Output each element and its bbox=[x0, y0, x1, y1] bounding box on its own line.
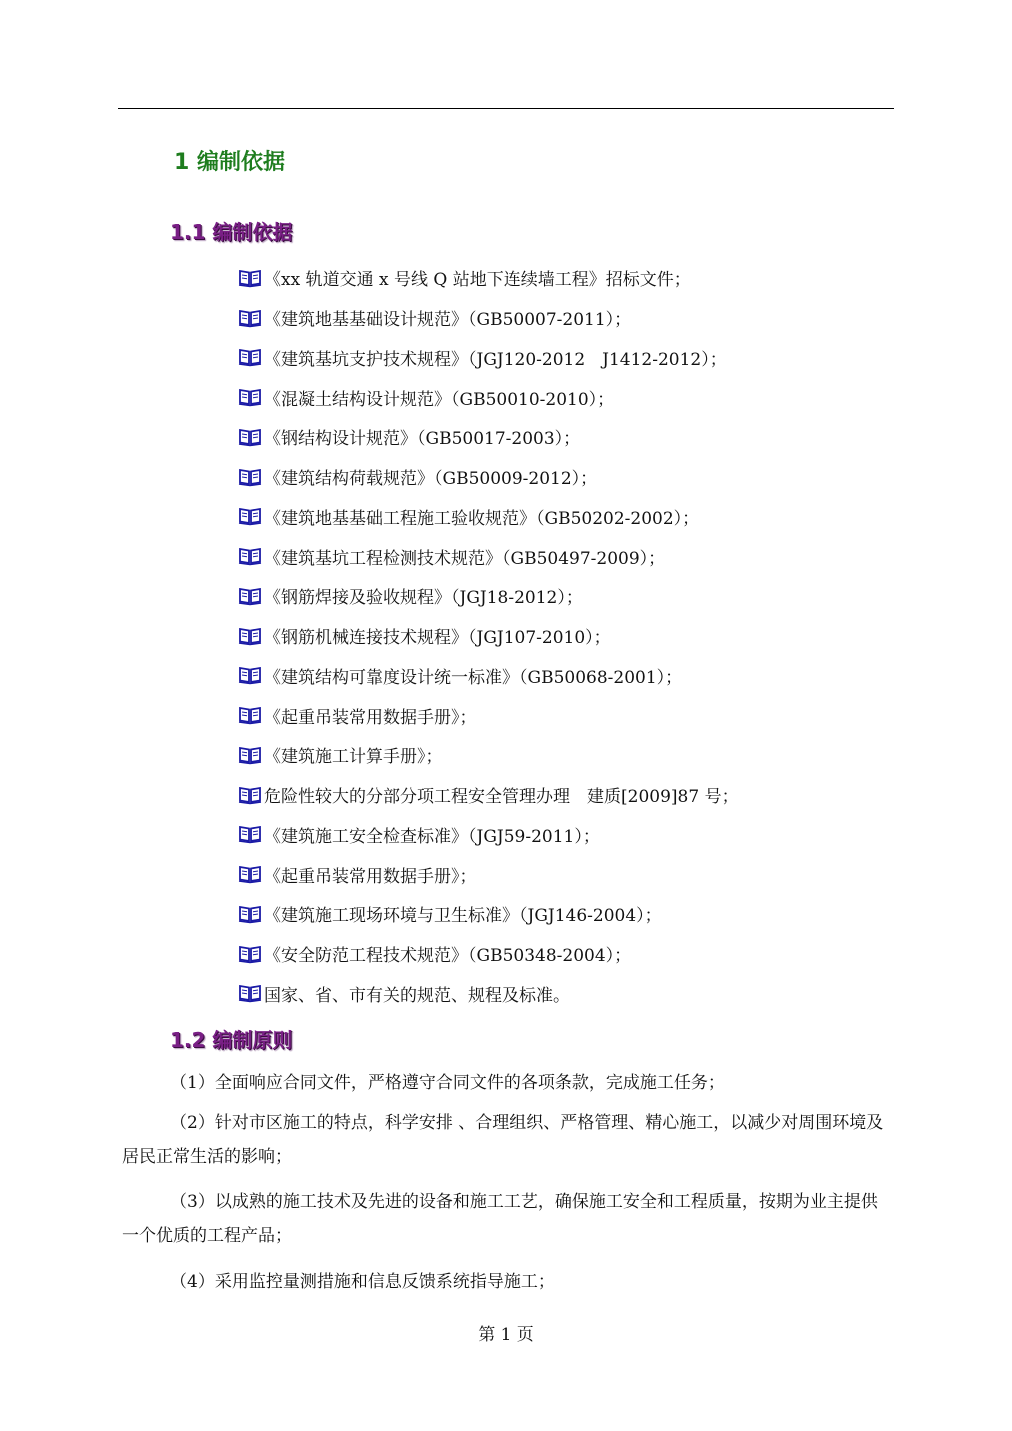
book-icon bbox=[238, 904, 262, 924]
reference-item bbox=[238, 894, 739, 934]
book-icon bbox=[238, 864, 262, 884]
heading-1: 1 编制依据 bbox=[174, 150, 285, 175]
reference-item bbox=[238, 298, 739, 338]
reference-item bbox=[238, 417, 739, 457]
book-icon bbox=[238, 705, 262, 725]
book-icon bbox=[238, 308, 262, 328]
reference-text: 《钢筋机械连接技术规程》（JGJ107-2010）； bbox=[264, 628, 611, 649]
reference-text: 《建筑施工计算手册》； bbox=[264, 747, 443, 768]
reference-text: 《建筑结构可靠度设计统一标准》（GB50068-2001）； bbox=[264, 667, 683, 688]
reference-item bbox=[238, 695, 739, 735]
page-number: 第 1 页 bbox=[478, 1325, 534, 1345]
reference-item bbox=[238, 934, 739, 974]
reference-item bbox=[238, 815, 739, 855]
reference-text: 《建筑地基基础工程施工验收规范》（GB50202-2002）； bbox=[264, 508, 700, 529]
reference-text: 《钢结构设计规范》（GB50017-2003）； bbox=[264, 429, 581, 450]
reference-text: 《起重吊装常用数据手册》； bbox=[264, 866, 477, 887]
reference-text: 《建筑地基基础设计规范》（GB50007-2011）； bbox=[264, 310, 632, 331]
principle-4: （4）采用监控量测措施和信息反馈系统指导施工； bbox=[170, 1272, 555, 1292]
book-icon bbox=[238, 824, 262, 844]
reference-item bbox=[238, 338, 739, 378]
book-icon bbox=[238, 387, 262, 407]
reference-item bbox=[238, 854, 739, 894]
reference-text: 《xx 轨道交通 x 号线 Q 站地下连续墙工程》招标文件； bbox=[264, 270, 691, 291]
section-1-1-heading: 1.1 编制依据 bbox=[170, 220, 293, 244]
reference-item bbox=[238, 974, 739, 1014]
book-icon bbox=[238, 785, 262, 805]
header-rule bbox=[118, 108, 894, 109]
reference-item bbox=[238, 497, 739, 537]
book-icon bbox=[238, 586, 262, 606]
book-icon bbox=[238, 944, 262, 964]
book-icon bbox=[238, 506, 262, 526]
book-icon bbox=[238, 427, 262, 447]
book-icon bbox=[238, 983, 262, 1003]
reference-item bbox=[238, 536, 739, 576]
reference-text: 《混凝土结构设计规范》（GB50010-2010）； bbox=[264, 389, 615, 410]
reference-text: 《安全防范工程技术规范》（GB50348-2004）； bbox=[264, 946, 632, 967]
reference-list bbox=[238, 258, 739, 1013]
reference-item bbox=[238, 656, 739, 696]
reference-text: 《建筑基坑支护技术规程》（JGJ120-2012 J1412-2012）； bbox=[264, 349, 727, 370]
book-icon bbox=[238, 268, 262, 288]
principle-2: （2）针对市区施工的特点，科学安排 、合理组织、严格管理、精心施工，以减少对周围环境及居民正常生活的影响； bbox=[122, 1113, 884, 1167]
principle-3: （3）以成熟的施工技术及先进的设备和施工工艺，确保施工安全和工程质量，按期为业主提供一个优质的工程产品； bbox=[122, 1192, 878, 1246]
book-icon bbox=[238, 665, 262, 685]
reference-text: 《建筑施工现场环境与卫生标准》（JGJ146-2004）； bbox=[264, 906, 662, 927]
reference-item bbox=[238, 457, 739, 497]
reference-text: 《建筑结构荷载规范》（GB50009-2012）； bbox=[264, 469, 598, 490]
reference-item bbox=[238, 616, 739, 656]
reference-text: 《起重吊装常用数据手册》； bbox=[264, 707, 477, 728]
reference-text: 危险性较大的分部分项工程安全管理办理 建质[2009]87 号； bbox=[264, 787, 739, 808]
book-icon bbox=[238, 626, 262, 646]
reference-item bbox=[238, 576, 739, 616]
reference-item bbox=[238, 258, 739, 298]
book-icon bbox=[238, 467, 262, 487]
reference-item bbox=[238, 775, 739, 815]
reference-item bbox=[238, 377, 739, 417]
book-icon bbox=[238, 347, 262, 367]
book-icon bbox=[238, 546, 262, 566]
reference-text: 《钢筋焊接及验收规程》（JGJ18-2012）； bbox=[264, 588, 583, 609]
reference-item bbox=[238, 735, 739, 775]
reference-text: 《建筑基坑工程检测技术规范》（GB50497-2009）； bbox=[264, 548, 666, 569]
book-icon bbox=[238, 745, 262, 765]
principle-1: （1）全面响应合同文件，严格遵守合同文件的各项条款，完成施工任务； bbox=[170, 1073, 725, 1093]
reference-text: 《建筑施工安全检查标准》（JGJ59-2011）； bbox=[264, 826, 600, 847]
section-1-2-heading: 1.2 编制原则 bbox=[170, 1028, 293, 1052]
reference-text: 国家、省、市有关的规范、规程及标准。 bbox=[264, 985, 570, 1006]
